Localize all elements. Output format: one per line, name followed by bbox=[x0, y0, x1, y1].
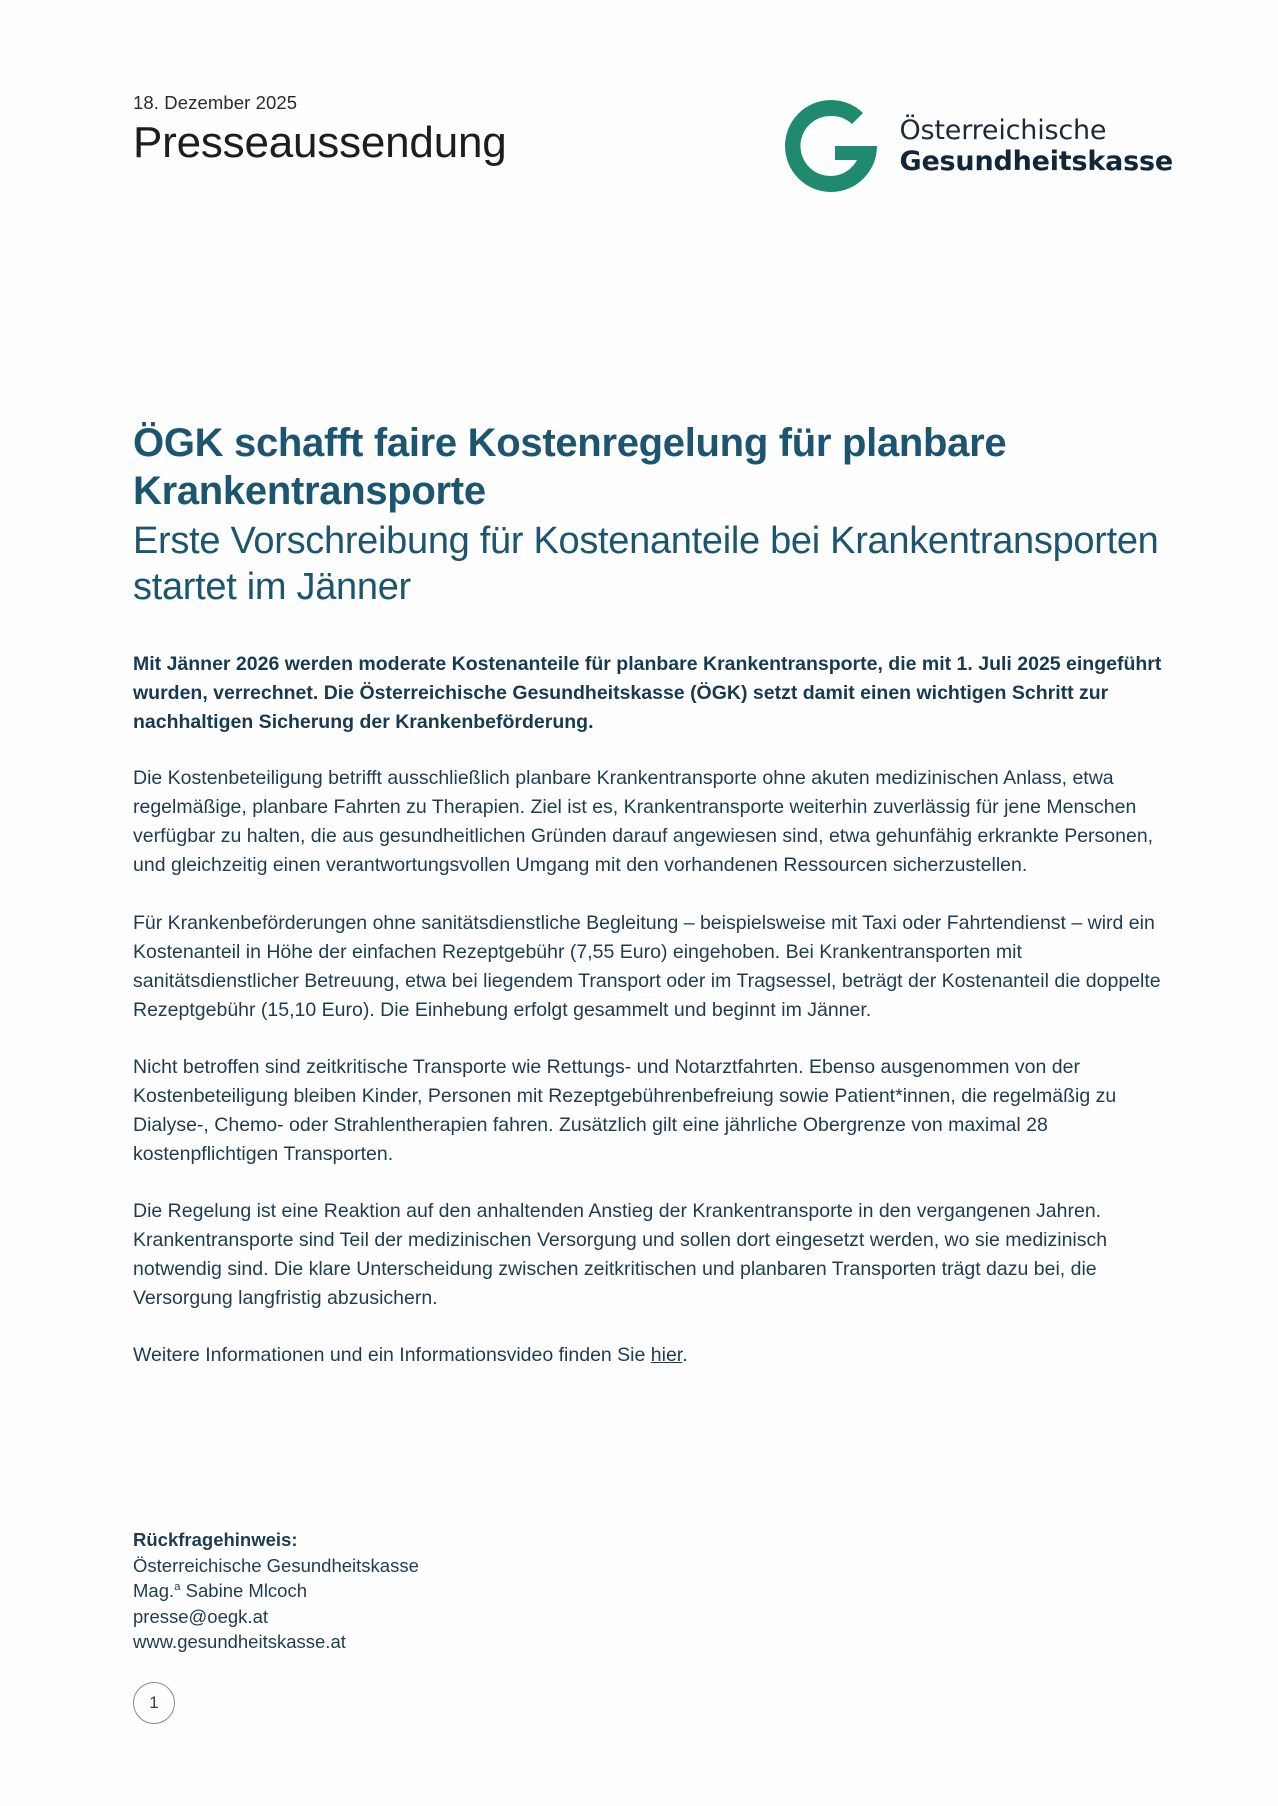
closing-text-before-link: Weitere Informationen und ein Informationsvideo finden Sie bbox=[133, 1344, 651, 1367]
brand-line-1: Österreichische bbox=[899, 114, 1107, 146]
closing-text-after-link: . bbox=[682, 1344, 688, 1367]
lead-paragraph: Mit Jänner 2026 werden moderate Kostenanteile für planbare Krankentransporte, die mit 1. Juli 2025 eingeführt wurden, verrechnet. Die Österreichische Gesundheitskasse (ÖGK) setzt damit einen wichtigen Schritt zur nachhaltigen Sicherung der Krankenbeförderung. bbox=[133, 653, 1162, 733]
brand-wordmark bbox=[899, 115, 1173, 177]
contact-organisation: Österreichische Gesundheitskasse bbox=[133, 1554, 419, 1576]
closing-paragraph bbox=[133, 1341, 1168, 1370]
body-paragraph-3: Nicht betroffen sind zeitkritische Transporte wie Rettungs- und Notarztfahrten. Ebenso ausgenommen von der Kostenbeteiligung bleiben Kinder, Personen mit Rezeptgebührenbefreiung sowie Patient*innen, die regelmäßig zu Dialyse-, Chemo- oder Strahlentherapien fahren. Zusätzlich gilt eine jährliche Obergrenze von maximal 28 kostenpflichtigen Transporten. bbox=[133, 1055, 1117, 1165]
brand-line-2: Gesundheitskasse bbox=[899, 146, 1173, 177]
document-header bbox=[133, 92, 1173, 212]
press-release-subtitle: Erste Vorschreibung für Kostenanteile bei Krankentransporten startet im Jänner bbox=[133, 520, 1159, 608]
body-paragraph-4: Die Regelung ist eine Reaktion auf den anhaltenden Anstieg der Krankentransporte in den vergangenen Jahren. Krankentransporte sind Teil der medizinischen Versorgung und sollen dort eingesetzt werden, wo sie medizinisch notwendig sind. Die klare Unterscheidung zwischen zeitkritischen und planbaren Transporten trägt dazu bei, die Versorgung langfristig abzusichern. bbox=[133, 1199, 1108, 1310]
document-kind-title: Presseaussendung bbox=[133, 118, 507, 167]
contact-heading: Rückfragehinweis: bbox=[133, 1529, 298, 1550]
contact-person-name: Sabine Mlcoch bbox=[180, 1580, 308, 1602]
contact-website: www.gesundheitskasse.at bbox=[133, 1631, 346, 1653]
body-paragraph-1: Die Kostenbeteiligung betrifft ausschließlich planbare Krankentransporte ohne akuten medizinischen Anlass, etwa regelmäßige, planbare Fahrten zu Therapien. Ziel ist es, Krankentransporte weiterhin zuverlässig für jene Menschen verfügbar zu halten, die aus gesundheitlichen Gründen darauf angewiesen sind, etwa gehunfähig erkrankte Personen, und gleichzeitig einen verantwortungsvollen Umgang mit den vorhandenen Ressourcen sicherzustellen. bbox=[133, 767, 1154, 877]
page-number-badge: 1 bbox=[133, 1682, 175, 1724]
document-body bbox=[133, 420, 1168, 1370]
more-information-link[interactable]: hier bbox=[650, 1344, 683, 1367]
publication-date: 18. Dezember 2025 bbox=[133, 92, 298, 113]
contact-person bbox=[133, 1578, 833, 1604]
contact-email: presse@oegk.at bbox=[133, 1605, 268, 1627]
contact-block bbox=[133, 1527, 833, 1655]
oegk-circle-logo-icon bbox=[779, 94, 883, 198]
brand-logo bbox=[779, 94, 1173, 198]
press-release-title: ÖGK schafft faire Kostenregelung für planbare Krankentransporte bbox=[133, 421, 1007, 513]
contact-person-superscript: a bbox=[174, 1580, 181, 1593]
contact-person-prefix: Mag. bbox=[133, 1580, 175, 1602]
body-paragraph-2: Für Krankenbeförderungen ohne sanitätsdienstliche Begleitung – beispielsweise mit Taxi oder Fahrtendienst – wird ein Kostenanteil in Höhe der einfachen Rezeptgebühr (7,55 Euro) eingehoben. Bei Krankentransporten mit sanitätsdienstlicher Betreuung, etwa bei liegendem Transport oder im Tragsessel, beträgt der Kostenanteil die doppelte Rezeptgebühr (15,10 Euro). Die Einhebung erfolgt gesammelt und beginnt im Jänner. bbox=[133, 911, 1161, 1021]
